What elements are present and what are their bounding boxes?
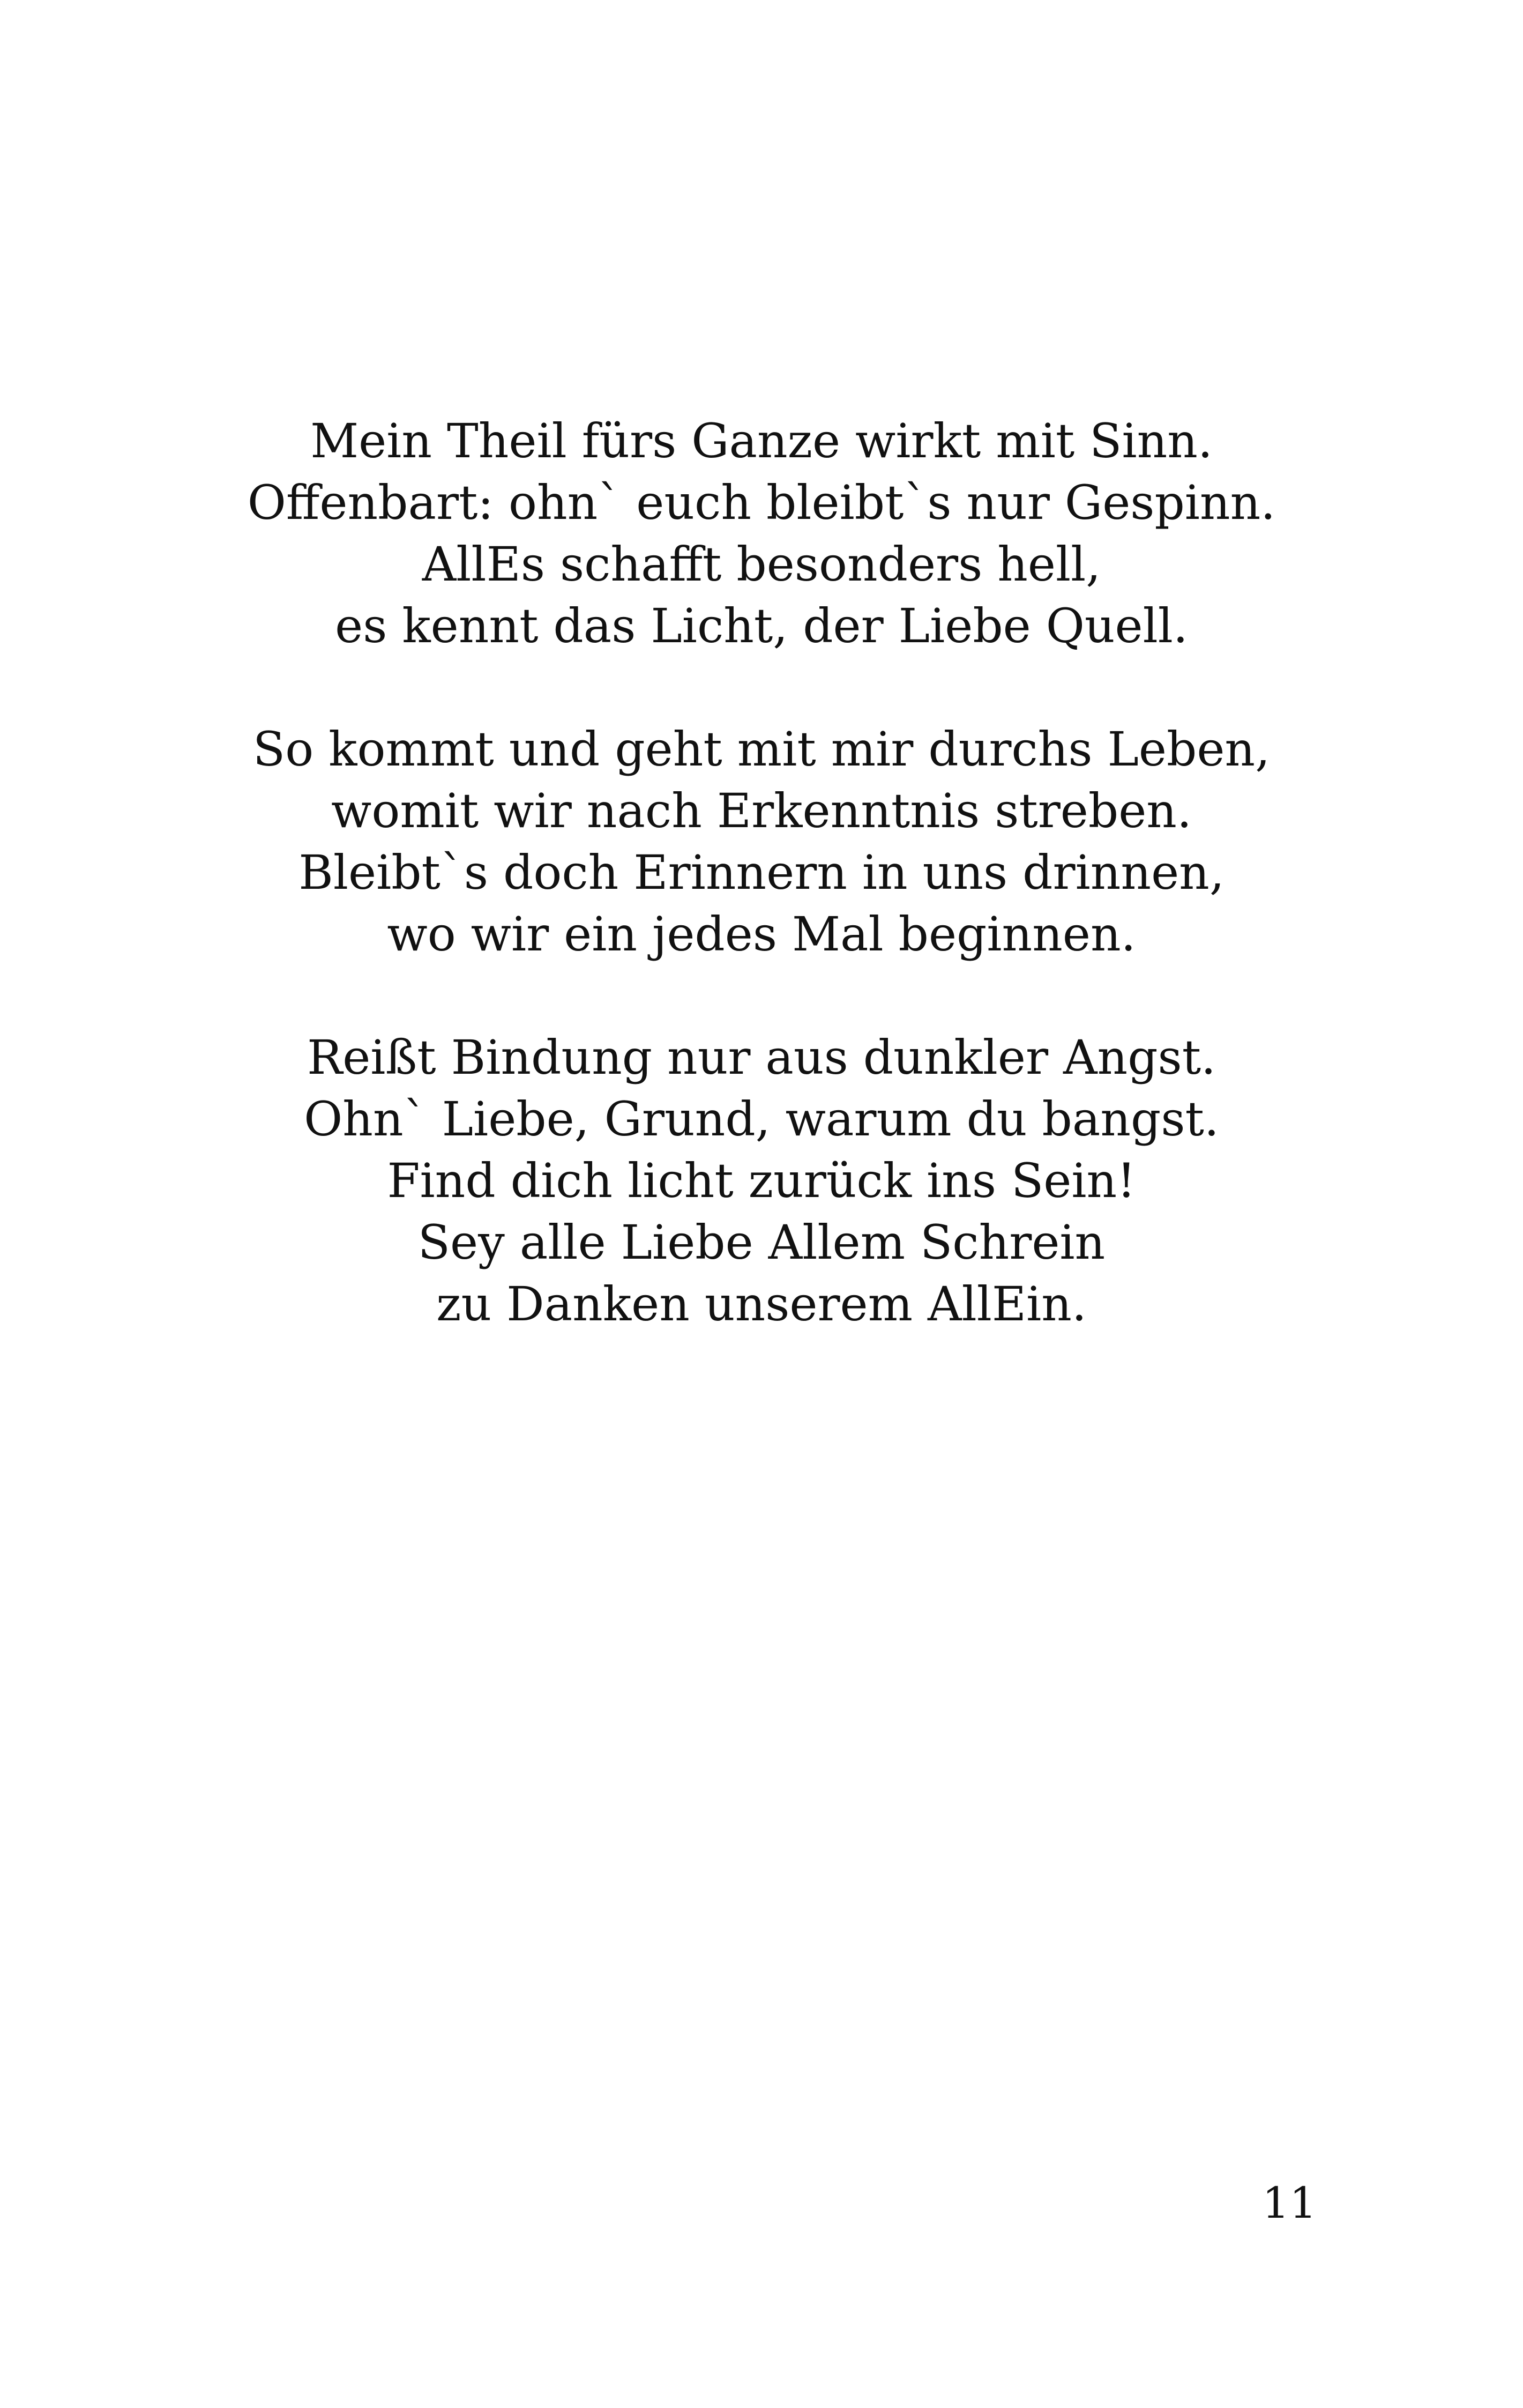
poem-line: es kennt das Licht, der Liebe Quell. bbox=[335, 598, 1188, 653]
stanza-3 bbox=[0, 1027, 1523, 1335]
stanza-1 bbox=[0, 410, 1523, 657]
poem-line: Bleibt`s doch Erinnern in uns drinnen, bbox=[298, 845, 1225, 900]
poem-line: womit wir nach Erkenntnis streben. bbox=[331, 783, 1192, 838]
stanza-2 bbox=[0, 718, 1523, 965]
poem-line: wo wir ein jedes Mal beginnen. bbox=[387, 906, 1136, 962]
poem-line: Sey alle Liebe Allem Schrein bbox=[417, 1215, 1106, 1270]
poem-line: Offenbart: ohn` euch bleibt`s nur Gespinn. bbox=[247, 475, 1276, 530]
poem-line: Find dich licht zurück ins Sein! bbox=[387, 1153, 1136, 1208]
poem-line: Mein Theil fürs Ganze wirkt mit Sinn. bbox=[310, 413, 1213, 469]
poem-line: zu Danken unserem AllEin. bbox=[436, 1276, 1087, 1332]
poem-line: Ohn` Liebe, Grund, warum du bangst. bbox=[304, 1091, 1219, 1147]
page-number: 11 bbox=[1262, 2178, 1317, 2228]
poem-line: AllEs schafft besonders hell, bbox=[422, 537, 1101, 592]
poem-line: So kommt und geht mit mir durchs Leben, bbox=[252, 722, 1271, 777]
poem bbox=[0, 410, 1523, 1396]
poem-line: Reißt Bindung nur aus dunkler Angst. bbox=[307, 1030, 1216, 1085]
